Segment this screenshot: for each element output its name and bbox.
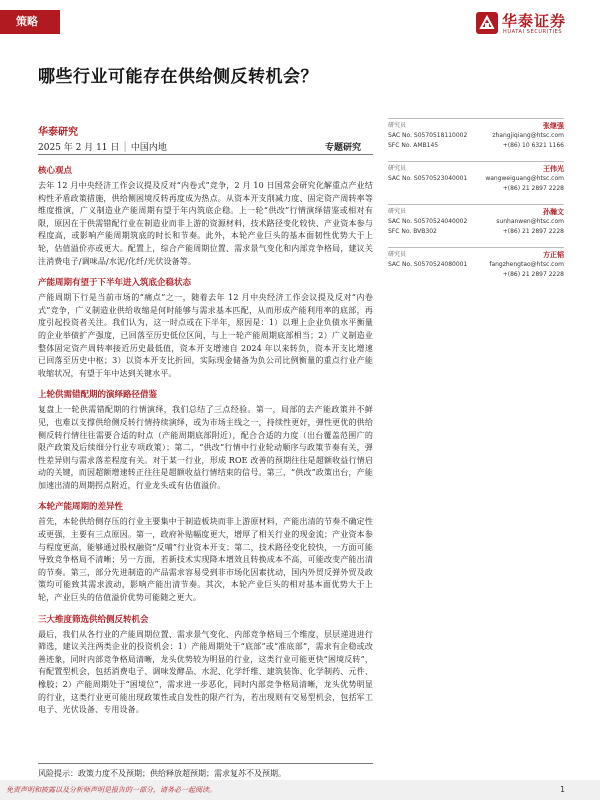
section-title: 本轮产能周期的差异性	[38, 502, 124, 513]
analyst-cert: SAC No. S0570518110002	[388, 132, 468, 139]
analyst-card	[388, 204, 564, 237]
analyst-role: 研究员	[388, 208, 407, 215]
page-footer	[0, 780, 600, 800]
section-title: 上轮供需错配期的演绎路径借鉴	[38, 390, 158, 401]
section-text: 最后，我们从各行业的产能周期位置、需求景气变化、内部竞争格局三个维度，层层递进进行筛选，建议关注两类企业的投资机会：1）产能周期处于“底部”或“准底部”，需求有企稳或改善迹象，同时内部竞争格局清晰，龙头优势较为明显的行业，这类行业可能更快“困境反转”，有配置型机会，包括消费电子、调味发酵品、水泥、化学纤维、建筑装饰、化学制药、元件、橡胶；2）产能周期处于“困境位”，需求进一步恶化，同时内部竞争格局清晰，龙头优势明显的行业，这类行业更可能出现政策性或自发性的限产行为，若出现则有交易型机会，包括军工电子、光伏设备、专用设备。	[38, 629, 373, 715]
logo-chinese-name: 华泰证券	[502, 12, 567, 30]
risk-divider	[38, 763, 373, 764]
analyst-phone: +(86) 21 2897 2228	[502, 271, 564, 278]
section-previous-cycle	[38, 389, 373, 492]
analyst-role: 研究员	[388, 122, 407, 129]
analyst-cert: SFC No. BVB302	[388, 228, 437, 235]
section-text: 首先，本轮供给侧存压的行业主要集中于制造板块而非上游原材料，产能出清的节奏不确定性或更强，主要有三点原因。第一，政府补贴幅度更大，增厚了相关行业的现金流；产业资本参与程度更高，能够通过股权融资“反哺”行业资本开支；第二，技术路径变化较快，一方面可能导致竞争格局不清晰；另一方面，若新技术实现降本增效且转换成本不高，可能改变产能出清的节奏。第三，部分先进制造的产品需求容易受到非市场化因素扰动，国内外贸反弹外贸及政策均可能致其需求波动，影响产能出清节奏。其次，本轮产业巨头的相对基本面优势大于上轮，产业巨头的估值溢价优势可能随之更大。	[38, 517, 373, 603]
logo-english-name: HUATAI SECURITIES	[503, 29, 563, 35]
analyst-phone: +(86) 21 2897 2228	[502, 185, 564, 192]
report-type: 专题研究	[325, 143, 362, 153]
analyst-card	[388, 161, 564, 194]
analyst-cert: SAC No. S0570524040002	[388, 218, 468, 225]
risk-warning: 风险提示：政策力度不及预期；供给释放超预期；需求复苏不及预期。	[38, 769, 286, 778]
analyst-role: 研究员	[388, 251, 407, 258]
analyst-card	[388, 247, 564, 280]
analyst-cert: SAC No. S0570523040001	[388, 175, 468, 182]
analyst-email[interactable]: sunhanwen@htsc.com	[496, 218, 564, 225]
section-capacity-cycle	[38, 277, 373, 380]
page-title: 哪些行业可能存在供给侧反转机会？	[38, 67, 318, 87]
analyst-cert: SAC No. S0570524080001	[388, 261, 468, 268]
analyst-name: 孙瀚文	[543, 207, 564, 216]
analyst-sidebar	[388, 118, 564, 290]
report-date: 2025 年 2 月 11 日	[38, 143, 120, 153]
footer-disclaimer: 免责声明和披露以及分析师声明是报告的一部分，请务必一起阅读。	[6, 786, 216, 794]
section-text: 产能周期下行是当前市场的“痛点”之一，随着去年 12 月中央经济工作会议提及反对“内卷式”竞争，广义制造业供给收缩是何时能够与需求基本匹配，从而形成产能利用率的底部，再度引起投资者关注。我们认为，这一时点或在下半年，原因是：1）以理上企业负债水平衡量的企业举债扩产强度，已回落至历史低位区间，与上一轮产能周期底部相当；2）广义制造业整体固定资产周转率接近历史最低值，资本开支增速自 2024 年以来转负，资本开支比增速已回落至历史中枢；3）以资本开支比折回，实际现金储备为负公司比例衡量的重点行业产能收缩状况，有望于年中达到关键水平。	[38, 293, 373, 378]
section-core-view	[38, 165, 373, 268]
section-title: 三大维度筛选供给侧反转机会	[38, 614, 149, 625]
report-region: 中国内地	[130, 143, 167, 153]
section-text: 去年 12 月中央经济工作会议提及反对“内卷式”竞争，2 月 10 日国常会研究化解重点产业结构性矛盾政策措施，供给侧困境反转再度成为热点。从资本开支削减力度、固定资产周转率等维度推演，广义制造业产能周期有望于年内筑底企稳。上一轮“供改”行情演绎错鉴或相对有限，原因在于供需错配行业在制造业而非上游的资源材料，技术路径变化较快、产业资本参与程度高，或影响产能周期筑底的时长和节奏。此外，本轮产业巨头的基本面韧性优势大于上轮，估值溢价亦或更大。配置上，综合产能周期位置、需求景气变化和内部竞争格局，建议关注消费电子/调味品/水泥/化纤/光伏设备等。	[38, 181, 373, 266]
huatai-logo-icon	[476, 12, 498, 34]
analyst-email[interactable]: wangweiguang@htsc.com	[485, 175, 564, 182]
analyst-cert: SFC No. AMB145	[388, 142, 439, 149]
analyst-phone: +(86) 10 6321 1166	[502, 142, 564, 149]
analyst-name: 张继强	[543, 121, 564, 130]
section-title: 产能周期有望于下半年进入筑底企稳状态	[38, 278, 192, 289]
analyst-phone: +(86) 21 2897 2228	[502, 228, 564, 235]
analyst-name: 王伟光	[543, 164, 564, 173]
section-differences	[38, 501, 373, 604]
huatai-logo	[476, 10, 596, 40]
research-org: 华泰研究	[38, 127, 78, 138]
analyst-email[interactable]: zhangjiqiang@htsc.com	[492, 132, 564, 139]
report-category-tag: 策略	[0, 10, 60, 34]
analyst-card	[388, 118, 564, 151]
analyst-name: 方正韬	[543, 250, 564, 259]
section-screening	[38, 614, 373, 717]
section-text: 复盘上一轮供需错配期的行情演绎，我们总结了三点经验。第一，局部的去产能政策并不鲜见，也难以支撑供给侧反转行情持续演绎，或为市场主线之一，持续性更好，弹性更优的供给侧反转行情往往需要合适的时点（产能周期底部附近），配合合适的力度（出台覆盖范围广的限产政策及后续细分行业专项政策）；第二，“供改”行情中行业轮动顺序与政策节奏有关，弹性差异则与需求落差程度有关。对于某一行业，形成 ROE 改善的预期往往是超额收益行情启动的关键，而因超额增速转正往往是超额收益行情结束的信号。第三，“供改”政策出台，产能加速出清的周期拐点附近，行业龙头或有估值溢价。	[38, 405, 373, 490]
analyst-email[interactable]: fangzhengtao@htsc.com	[489, 261, 564, 268]
page-number: 1	[560, 785, 566, 794]
report-body	[38, 165, 373, 726]
header-divider	[38, 154, 373, 155]
report-dateline: 2025 年 2 月 11 日 │ 中国内地	[38, 143, 167, 153]
section-title: 核心观点	[38, 166, 73, 176]
analyst-role: 研究员	[388, 165, 407, 172]
